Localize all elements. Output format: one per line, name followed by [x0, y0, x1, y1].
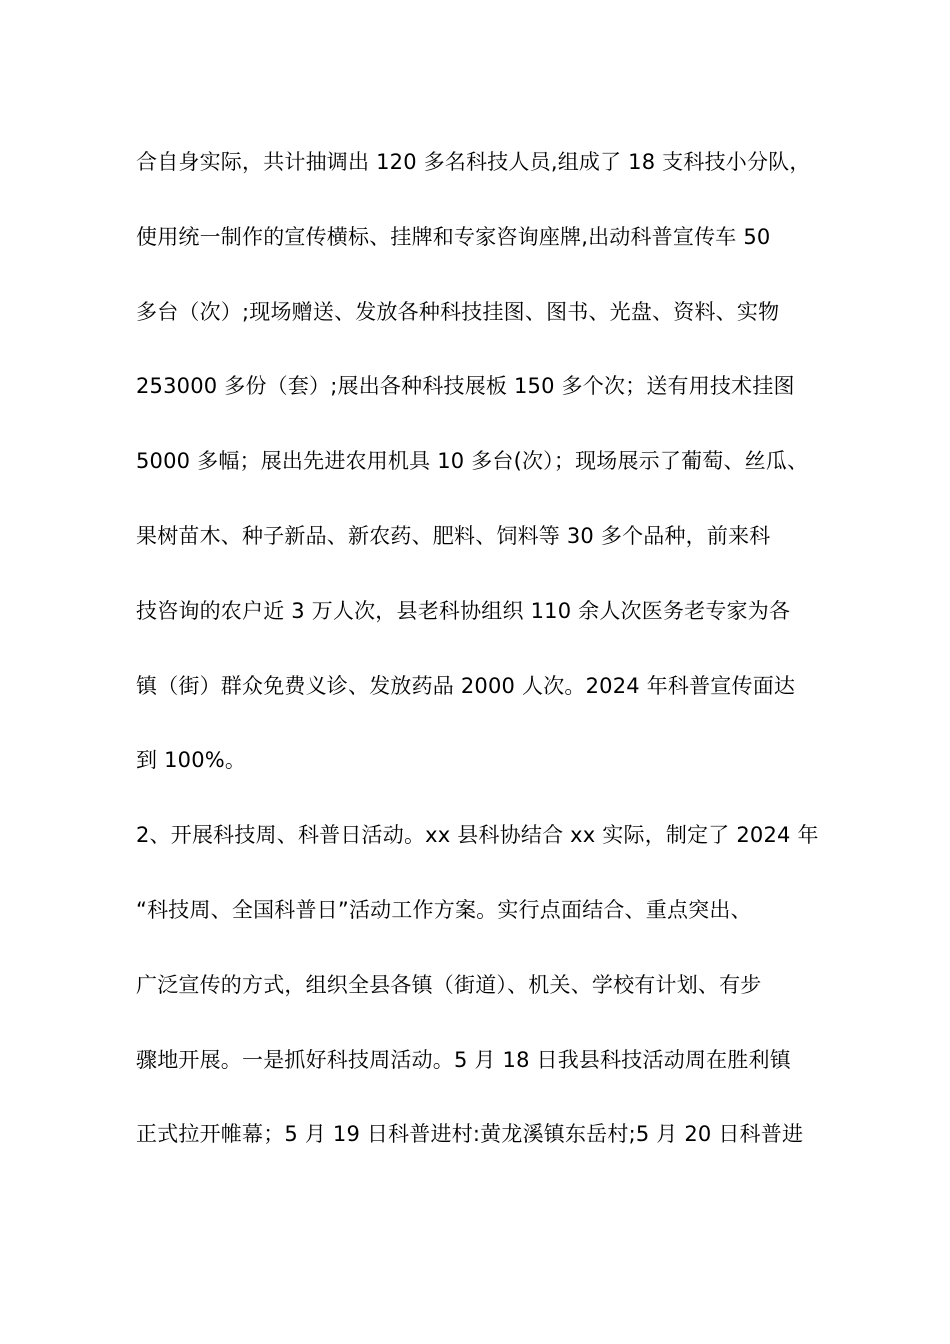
text-line: 2、开展科技周、科普日活动。xx 县科协结合 xx 实际，制定了 2024 年 — [136, 823, 819, 848]
text-line: 5000 多幅；展出先进农用机具 10 多台(次）；现场展示了葡萄、丝瓜、 — [136, 449, 809, 474]
text-line: 合自身实际，共计抽调出 120 多名科技人员,组成了 18 支科技小分队， — [136, 150, 811, 174]
text-line: 到 100%。 — [136, 748, 247, 773]
text-line: 镇（街）群众免费义诊、发放药品 2000 人次。2024 年科普宣传面达 — [136, 673, 796, 698]
text-line: 骤地开展。一是抓好科技周活动。5 月 18 日我县科技活动周在胜利镇 — [136, 1047, 791, 1072]
text-line: 技咨询的农户近 3 万人次，县老科协组织 110 余人次医务老专家为各 — [136, 598, 791, 623]
text-line: 多台（次）;现场赠送、发放各种科技挂图、图书、光盘、资料、实物 — [136, 299, 780, 324]
text-line: 广泛宣传的方式，组织全县各镇（街道）、机关、学校有计划、有步 — [136, 972, 762, 997]
text-line: “科技周、全国科普日”活动工作方案。实行点面结合、重点突出、 — [136, 897, 752, 922]
text-line: 正式拉开帷幕；5 月 19 日科普进村:黄龙溪镇东岳村;5 月 20 日科普进 — [136, 1122, 804, 1147]
document-body — [136, 140, 826, 1187]
text-line: 253000 多份（套）;展出各种科技展板 150 多个次；送有用技术挂图 — [136, 374, 795, 399]
text-line: 使用统一制作的宣传横标、挂牌和专家咨询座牌,出动科普宣传车 50 — [136, 224, 771, 249]
text-line: 果树苗木、种子新品、新农药、肥料、饲料等 30 多个品种，前来科 — [136, 523, 771, 548]
